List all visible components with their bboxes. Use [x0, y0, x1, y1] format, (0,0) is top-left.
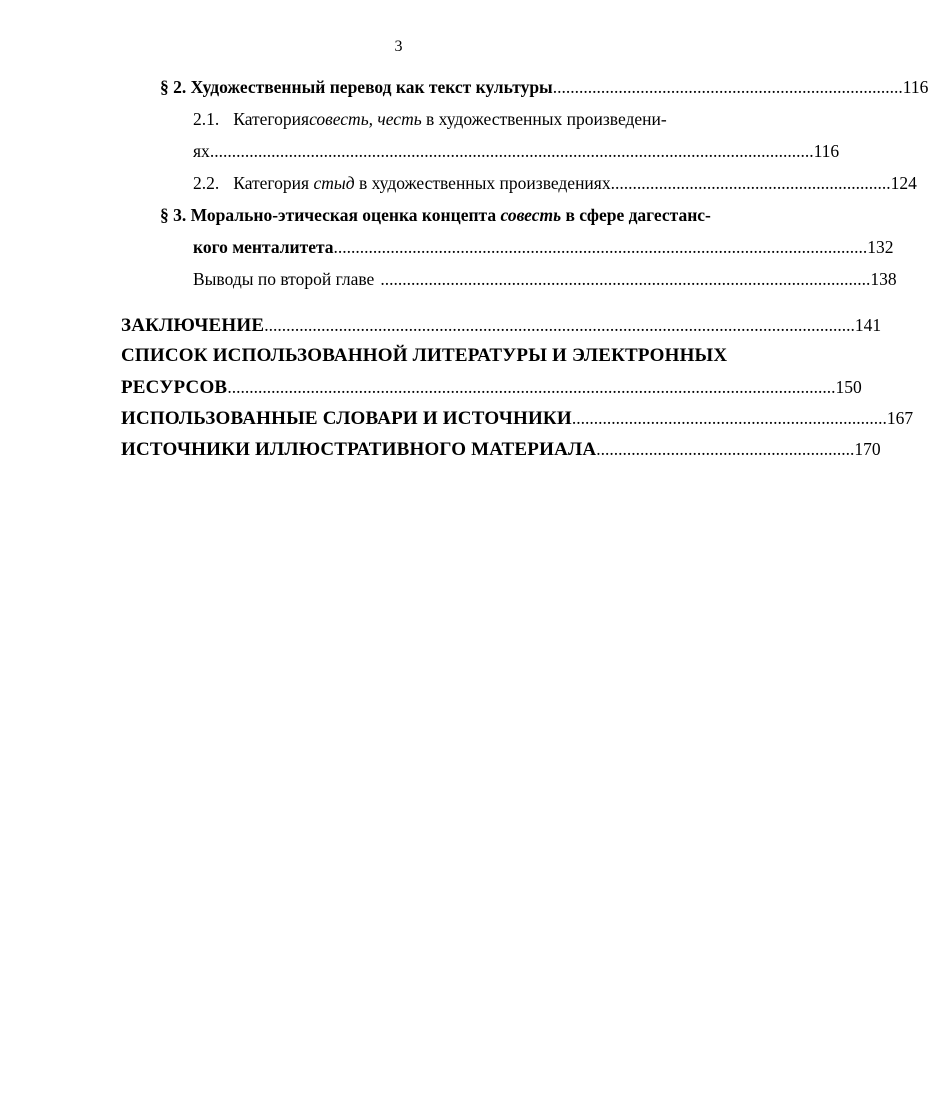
toc-entry-illustrations[interactable] — [121, 438, 881, 461]
toc-s3-title: § 3. Морально-этическая оценка концепта — [160, 205, 501, 225]
toc-leader-dots: ........................................................................ — [571, 408, 887, 428]
toc-entry-references[interactable] — [121, 345, 746, 367]
toc-leader-dots: ................................................................................ — [552, 77, 903, 97]
toc-entry-s3[interactable] — [160, 204, 746, 226]
toc-s2-title: § 2. Художественный перевод как текст культуры — [160, 77, 553, 97]
toc-entry-conclusion[interactable] — [121, 314, 882, 337]
toc-2-2-text-end: в художественных произведениях — [354, 173, 611, 193]
toc-2-1-text-end: в художественных произведени- — [421, 109, 667, 129]
toc-2-2-number: 2.2. — [193, 173, 220, 193]
toc-illustrations-title: ИСТОЧНИКИ ИЛЛЮСТРАТИВНОГО МАТЕРИАЛА — [121, 439, 597, 460]
toc-page-number: 141 — [854, 315, 882, 335]
toc-references-title-cont: РЕСУРСОВ — [121, 377, 228, 398]
toc-2-1-text: Категория — [233, 109, 310, 129]
toc-conclusions-title: Выводы по второй главе — [193, 269, 375, 289]
toc-2-2-italic: стыд — [313, 173, 355, 193]
toc-2-1-text-cont: ях — [193, 141, 210, 161]
toc-page-number: 116 — [902, 77, 928, 97]
toc-leader-dots: ........................................................... — [596, 439, 855, 459]
toc-leader-dots: ....................................................................................................................................... — [264, 315, 855, 335]
toc-leader-dots: .......................................................................................................................................... — [209, 141, 814, 161]
toc-2-2-text: Категория — [233, 173, 314, 193]
toc-leader-dots: ................................................................ — [610, 173, 891, 193]
toc-leader-dots: .......................................................................................................................... — [333, 237, 868, 257]
toc-s3-italic: совесть — [500, 205, 562, 225]
toc-page-number: 132 — [867, 237, 894, 257]
toc-2-1-number: 2.1. — [193, 109, 220, 129]
toc-entry-2-1[interactable] — [193, 108, 746, 130]
toc-s3-title-end: в сфере дагестанс- — [561, 205, 711, 225]
toc-page-number: 150 — [835, 377, 862, 397]
toc-entry-dictionaries[interactable] — [121, 407, 914, 430]
toc-dictionaries-title: ИСПОЛЬЗОВАННЫЕ СЛОВАРИ И ИСТОЧНИКИ — [121, 408, 572, 429]
toc-leader-dots: ................................................................................................................ — [380, 269, 871, 289]
toc-page-number: 116 — [813, 141, 840, 161]
toc-entry-2-1-cont[interactable] — [193, 140, 840, 162]
toc-page-number: 138 — [870, 269, 897, 289]
toc-conclusion-title: ЗАКЛЮЧЕНИЕ — [121, 315, 265, 336]
toc-leader-dots: ........................................................................................................................................... — [227, 377, 836, 397]
toc-page-number: 124 — [890, 173, 917, 193]
toc-2-1-italic: совесть, честь — [309, 109, 422, 129]
toc-s3-title-cont: кого менталитета — [193, 237, 334, 257]
toc-entry-conclusions[interactable] — [193, 268, 897, 290]
toc-references-title: СПИСОК ИСПОЛЬЗОВАННОЙ ЛИТЕРАТУРЫ И ЭЛЕКТРОННЫХ — [121, 345, 728, 366]
page-number: 3 — [394, 38, 403, 55]
toc-page-number: 167 — [886, 408, 914, 428]
toc-entry-2-2[interactable] — [193, 172, 917, 194]
toc-page-number: 170 — [854, 439, 881, 459]
toc-entry-references-cont[interactable] — [121, 376, 862, 399]
toc-entry-s3-cont[interactable] — [193, 236, 894, 258]
toc-entry-s2[interactable] — [160, 76, 928, 98]
